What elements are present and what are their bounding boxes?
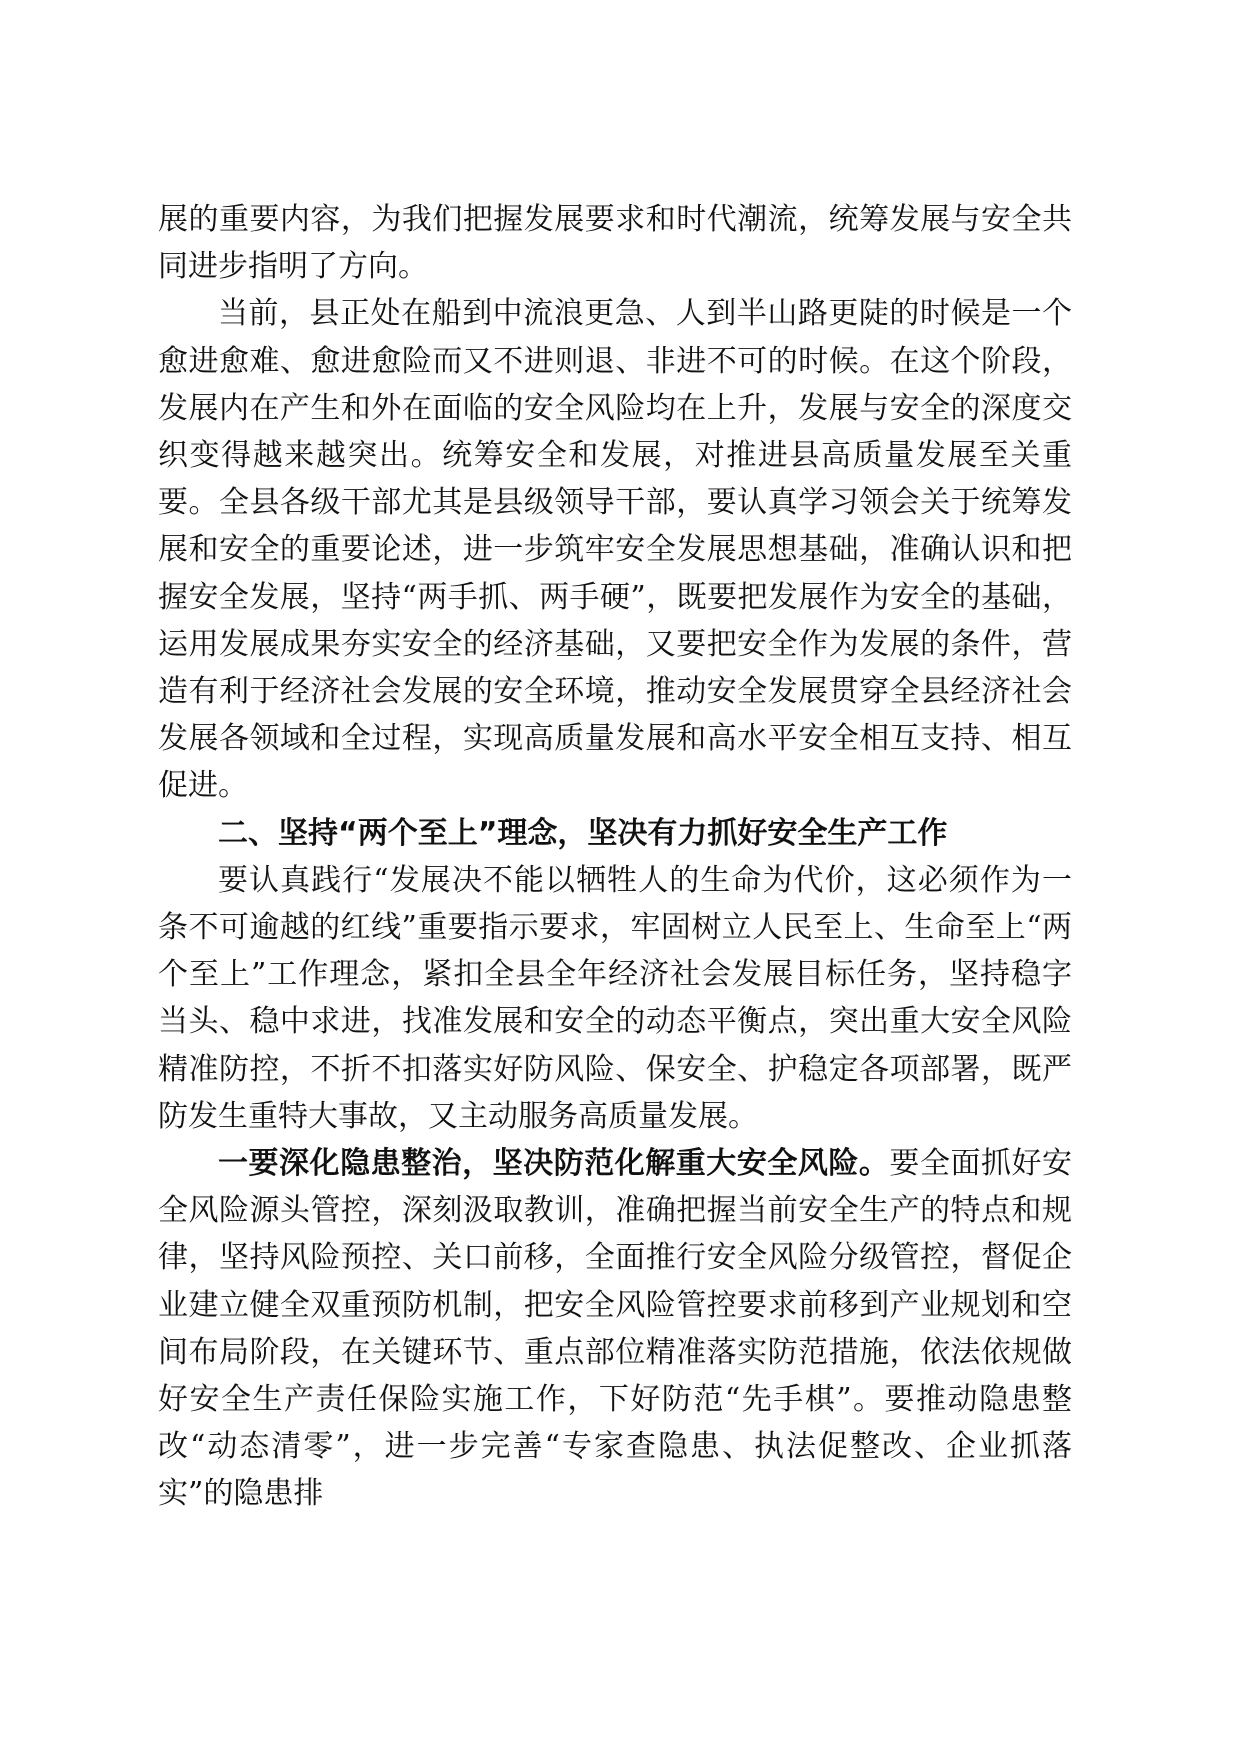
document-body bbox=[158, 196, 1072, 1518]
paragraph-continued: 展的重要内容，为我们把握发展要求和时代潮流，统筹发展与安全共同进步指明了方向。 bbox=[158, 202, 1072, 285]
section-heading-two: 二、坚持“两个至上”理念，坚决有力抓好安全生产工作 bbox=[218, 815, 948, 851]
paragraph-lead-sentence: 一要深化隐患整治，坚决防范化解重大安全风险。 bbox=[218, 1146, 890, 1182]
paragraph-current-situation: 当前，县正处在船到中流浪更急、人到半山路更陡的时候是一个愈进愈难、愈进愈险而又不进则退、非进不可的时候。在这个阶段，发展内在产生和外在面临的安全风险均在上升，发展与安全的深度交织变得越来越突出。统筹安全和发展，对推进县高质量发展至关重要。全县各级干部尤其是县级领导干部，要认真学习领会关于统筹发展和安全的重要论述，进一步筑牢安全发展思想基础，准确认识和把握安全发展，坚持“两手抓、两手硬”，既要把发展作为安全的基础，运用发展成果夯实安全的经济基础，又要把安全作为发展的条件，营造有利于经济社会发展的安全环境，推动安全发展贯穿全县经济社会发展各领域和全过程，实现高质量发展和高水平安全相互支持、相互促进。 bbox=[158, 296, 1072, 804]
paragraph-body-text: 要全面抓好安全风险源头管控，深刻汲取教训，准确把握当前安全生产的特点和规律，坚持风险预控、关口前移，全面推行安全风险分级管控，督促企业建立健全双重预防机制，把安全风险管控要求前移到产业规划和空间布局阶段，在关键环节、重点部位精准落实防范措施，依法依规做好安全生产责任保险实施工作，下好防范“先手棋”。要推动隐患整改“动态清零”，进一步完善“专家查隐患、执法促整改、企业抓落实”的隐患排 bbox=[158, 1146, 1073, 1512]
paragraph-hazard-rectification bbox=[158, 1140, 1072, 1518]
paragraph-two-supremes: 要认真践行“发展决不能以牺牲人的生命为代价，这必须作为一条不可逾越的红线”重要指示要求，牢固树立人民至上、生命至上“两个至上”工作理念，紧扣全县全年经济社会发展目标任务，坚持稳字当头、稳中求进，找准发展和安全的动态平衡点，突出重大安全风险精准防控，不折不扣落实好防风险、保安全、护稳定各项部署，既严防发生重特大事故，又主动服务高质量发展。 bbox=[158, 862, 1072, 1134]
